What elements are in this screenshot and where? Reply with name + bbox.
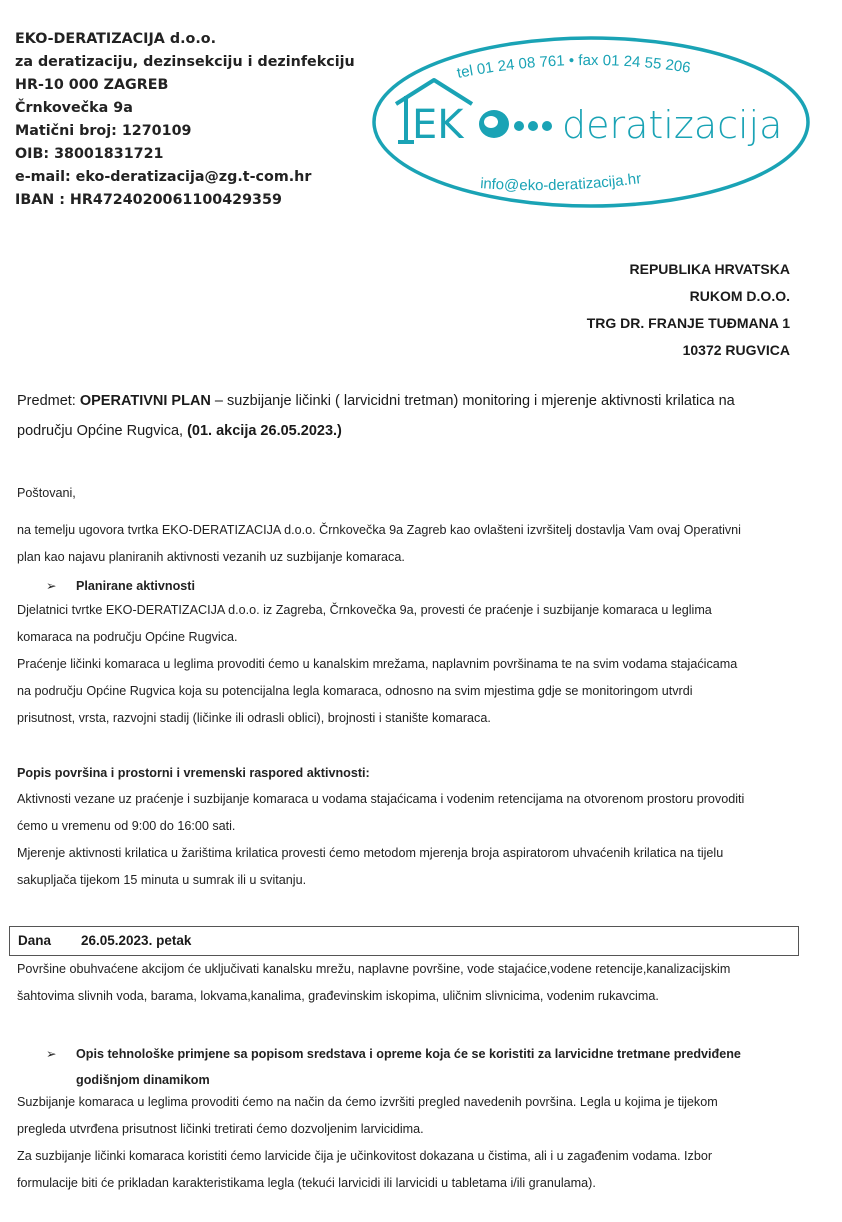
subject-action: (01. akcija 26.05.2023.) bbox=[187, 423, 342, 439]
subject-text: – suzbijanje ličinki ( larvicidni tretman) monitoring i mjerenje aktivnosti krilatica na bbox=[210, 393, 735, 409]
technology-paragraph bbox=[17, 1089, 817, 1197]
greeting: Poštovani, bbox=[17, 486, 76, 500]
paragraph-line: formulacije biti će prikladan karakteristikama legla (tekući larvicidi ili larvicidi u tabletama i/ili granulama). bbox=[17, 1176, 596, 1190]
paragraph-line: sakupljača tijekom 15 minuta u sumrak ili u svitanju. bbox=[17, 873, 307, 887]
day-date: 26.05.2023. petak bbox=[81, 933, 192, 948]
paragraph-line: prisutnost, vrsta, razvojni stadij (ličinke ili odrasli oblici), brojnosti i stanište komaraca. bbox=[17, 711, 491, 725]
recipient-line: 10372 RUGVICA bbox=[682, 342, 790, 358]
paragraph-line: Djelatnici tvrtke EKO-DERATIZACIJA d.o.o. iz Zagreba, Črnkovečka 9a, provesti će praćenje i suzbijanje komaraca u leglima bbox=[17, 603, 712, 617]
planned-activities-heading: ➢ Planirane aktivnosti bbox=[46, 579, 195, 593]
planned-activities-paragraph bbox=[17, 597, 817, 732]
surfaces-paragraph bbox=[17, 956, 817, 1010]
intro-paragraph bbox=[17, 517, 817, 571]
sender-address bbox=[15, 28, 355, 212]
sender-email: e-mail: eko-deratizacija@zg.t-com.hr bbox=[15, 169, 312, 185]
paragraph-line: komaraca na području Općine Rugvica. bbox=[17, 630, 238, 644]
paragraph-line: ćemo u vremenu od 9:00 do 16:00 sati. bbox=[17, 819, 236, 833]
mouse-icon bbox=[479, 110, 552, 138]
recipient-line: RUKOM D.O.O. bbox=[689, 288, 790, 304]
logo-brand: deratizacija bbox=[562, 103, 783, 147]
paragraph-line: Površine obuhvaćene akcijom će uključivati kanalsku mrežu, naplavne površine, vode stajaćice,vodene retencije,kanalizacijskim bbox=[17, 962, 731, 976]
paragraph-line: na temelju ugovora tvrtka EKO-DERATIZACIJA d.o.o. Črnkovečka 9a Zagreb kao ovlašteni izvršitelj dostavlja Vam ovaj Operativni bbox=[17, 523, 741, 537]
day-label: Dana bbox=[18, 933, 52, 948]
subject-text: području Općine Rugvica, bbox=[17, 423, 188, 439]
paragraph-line: Suzbijanje komaraca u leglima provoditi ćemo na način da ćemo izvršiti pregled navedenih površina. Legla u kojima je tijekom bbox=[17, 1095, 718, 1109]
schedule-heading: Popis površina i prostorni i vremenski raspored aktivnosti: bbox=[17, 766, 370, 780]
recipient-address bbox=[587, 256, 790, 364]
recipient-line: TRG DR. FRANJE TUĐMANA 1 bbox=[586, 315, 790, 331]
subject bbox=[17, 386, 807, 446]
paragraph-line: Praćenje ličinki komaraca u leglima provoditi ćemo u kanalskim mrežama, naplavnim površinama te na svim vodama stajaćicama bbox=[17, 657, 738, 671]
paragraph-line: plan kao najavu planiranih aktivnosti vezanih uz suzbijanje komaraca. bbox=[17, 550, 405, 564]
sender-iban: IBAN : HR4724020061100429359 bbox=[15, 192, 282, 208]
paragraph-line: Mjerenje aktivnosti krilatica u žarištima krilatica provesti ćemo metodom mjerenja broja aspiratorom uhvaćenih krilatica na tijelu bbox=[17, 846, 724, 860]
sender-registration-number: Matični broj: 1270109 bbox=[15, 123, 192, 139]
arrow-bullet-icon: ➢ bbox=[46, 579, 57, 593]
sender-street: Črnkovečka 9a bbox=[15, 100, 133, 116]
schedule-paragraph bbox=[17, 786, 817, 894]
sender-city: HR-10 000 ZAGREB bbox=[15, 77, 169, 93]
subject-title: OPERATIVNI PLAN bbox=[79, 393, 211, 409]
logo-eko: EK bbox=[412, 102, 464, 148]
paragraph-line: Za suzbijanje ličinki komaraca koristiti ćemo larvicide čija je učinkovitost dokazana u čistima, ali i u zagađenim vodama. Izbor bbox=[17, 1149, 713, 1163]
paragraph-line: na području Općine Rugvica koja su potencijalna legla komaraca, odnosno na svim mjestima gdje se monitoringom utvrdi bbox=[17, 684, 693, 698]
sender-company: EKO-DERATIZACIJA d.o.o. bbox=[15, 31, 217, 47]
sender-activity: za deratizaciju, dezinsekciju i dezinfekciju bbox=[15, 54, 355, 70]
technology-heading: ➢ Opis tehnološke primjene sa popisom sredstava i opreme koja će se koristiti za larvicidne tretmane predviđene godišnjom dinamikom bbox=[46, 1041, 796, 1093]
logo-phone: tel 01 24 08 761 • fax 01 24 55 206 bbox=[455, 51, 692, 82]
day-box bbox=[9, 926, 799, 956]
recipient-line: REPUBLIKA HRVATSKA bbox=[629, 261, 790, 277]
sender-oib: OIB: 38001831721 bbox=[15, 146, 164, 162]
paragraph-line: Aktivnosti vezane uz praćenje i suzbijanje komaraca u vodama stajaćicama i vodenim retencijama na otvorenom prostoru provoditi bbox=[17, 792, 745, 806]
paragraph-line: šahtovima slivnih voda, barama, lokvama,kanalima, građevinskim iskopima, uličnim slivnicima, vodenim rukavcima. bbox=[17, 989, 659, 1003]
arrow-bullet-icon: ➢ bbox=[46, 1047, 57, 1061]
paragraph-line: pregleda utvrđena prisutnost ličinki tretirati ćemo dozvoljenim larvicidima. bbox=[17, 1122, 424, 1136]
company-logo bbox=[370, 34, 812, 210]
logo-email: info@eko-deratizacija.hr bbox=[479, 170, 643, 195]
subject-label: Predmet: bbox=[17, 393, 80, 409]
